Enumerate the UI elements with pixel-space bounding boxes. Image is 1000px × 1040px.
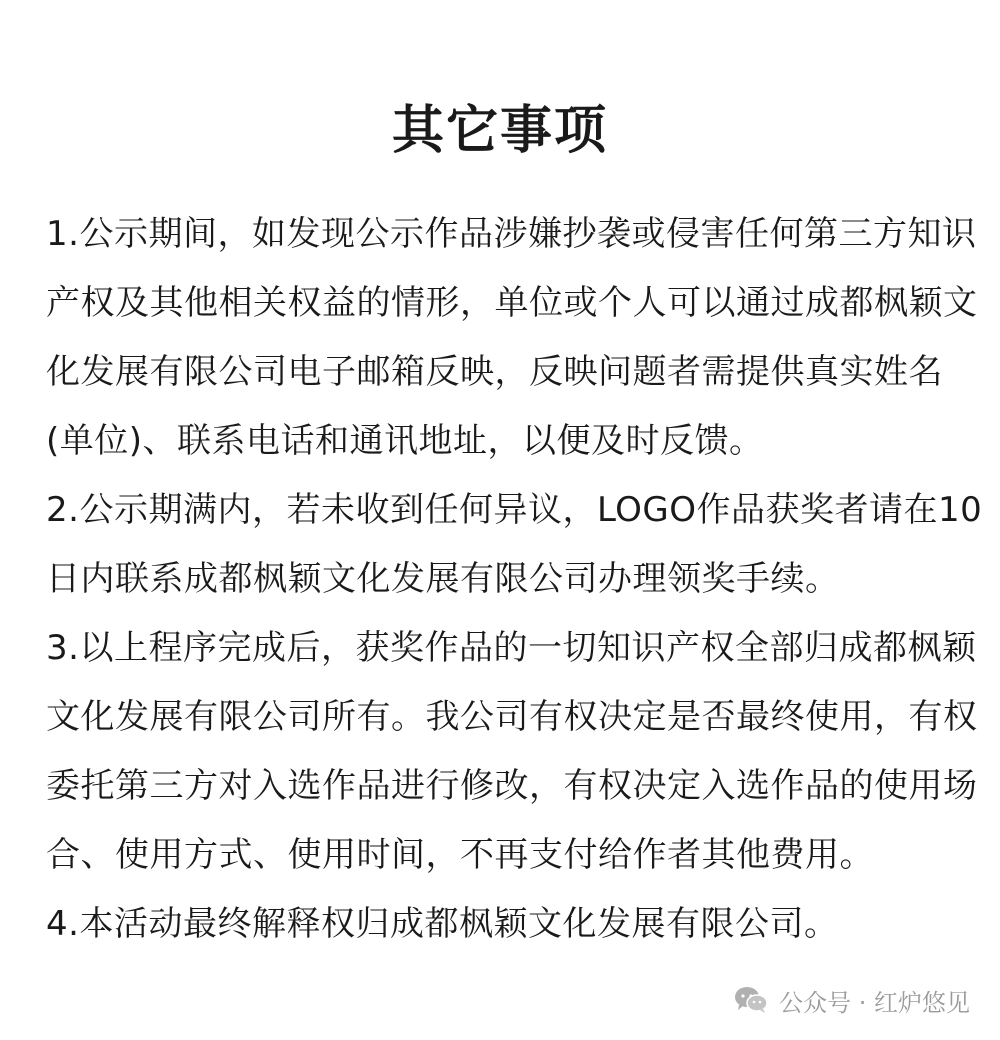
text-line: 合、使用方式、使用时间，不再支付给作者其他费用。 [46,835,874,875]
text-line: 委托第三方对入选作品进行修改，有权决定入选作品的使用场 [46,766,978,806]
text-line: 化发展有限公司电子邮箱反映，反映问题者需提供真实姓名 [46,352,943,392]
text-line: 1.公示期间，如发现公示作品涉嫌抄袭或侵害任何第三方知识 [46,214,977,254]
text-line: 日内联系成都枫颖文化发展有限公司办理领奖手续。 [46,559,840,599]
wechat-icon [733,985,769,1015]
watermark-text: 公众号 · 红炉悠见 [779,988,970,1017]
text-line: 3.以上程序完成后，获奖作品的一切知识产权全部归成都枫颖 [46,628,977,668]
text-line: (单位)、联系电话和通讯地址，以便及时反馈。 [46,421,764,461]
text-line: 2.公示期满内，若未收到任何异议，LOGO作品获奖者请在10 [46,490,983,530]
text-line: 4.本活动最终解释权归成都枫颖文化发展有限公司。 [46,904,839,944]
account-watermark [733,978,970,1022]
page-title: 其它事项 [391,101,608,161]
text-line: 产权及其他相关权益的情形，单位或个人可以通过成都枫颖文 [46,283,978,323]
notice-body [46,200,983,959]
text-line: 文化发展有限公司所有。我公司有权决定是否最终使用，有权 [46,697,978,737]
